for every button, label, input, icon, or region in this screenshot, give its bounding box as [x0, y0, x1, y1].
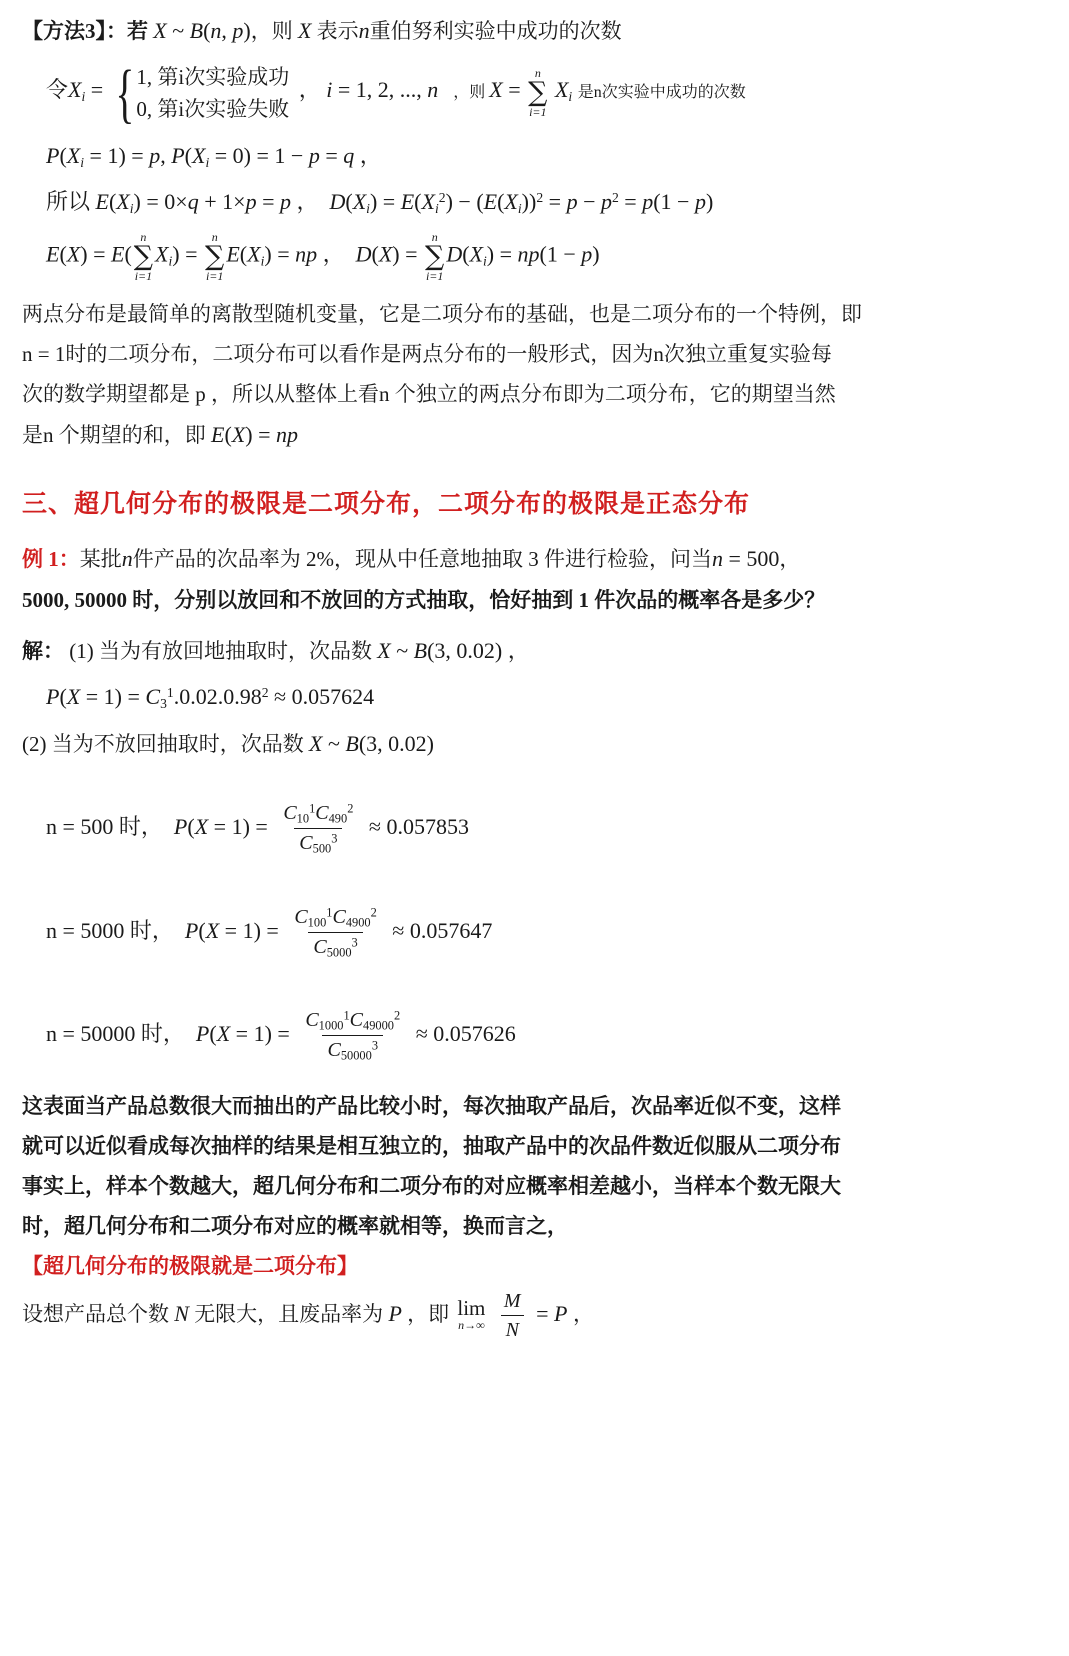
solution-2-text: (2) 当为不放回抽取时，次品数 — [22, 732, 304, 757]
method-intro-pre: ：若 — [106, 19, 148, 43]
cases-rows — [136, 62, 289, 125]
solution-2-dist: X ~ B(3, 0.02) — [309, 731, 434, 757]
conclusion-line-4: 时，超几何分布和二项分布对应的概率就相等，换而言之， — [22, 1214, 568, 1239]
binomial-coefficient-1: $C_3^1$ — [145, 683, 174, 711]
cases-index: ， i = 1, 2, ..., n — [293, 77, 439, 103]
solution-1-dist: X ~ B(3, 0.02) ， — [377, 637, 530, 663]
method-intro-tail: 重伯努利实验中成功的次数 — [369, 19, 622, 43]
note-line-1: 两点分布是最简单的离散型随机变量，它是二项分布的基础，也是二项分布的一个特例，即 — [22, 301, 862, 326]
solution-label: 解： — [22, 638, 64, 663]
conclusion-line-3: 事实上，样本个数越大，超几何分布和二项分布的对应概率相差越小，当样本个数无限大 — [22, 1174, 841, 1199]
example-label: 例 1： — [22, 546, 80, 571]
note-line-3: 次的数学期望都是 p ，所以从整体上看n 个独立的两点分布即为二项分布，它的期望当然 — [22, 381, 836, 406]
red-conclusion: 【超几何分布的极限就是二项分布】 — [22, 1254, 358, 1279]
case-n-5000: n = 5000 时， P(X = 1) = $\frac{C_{100}^1C_{4900}^2}{C_{5000}^3}$ ≈ 0.057647 — [46, 905, 493, 960]
case-50000-label: n = 50000 时， — [46, 1021, 185, 1047]
note-line-4 — [22, 416, 1047, 454]
method-formula-1: X ~ B(n, p) — [153, 18, 251, 43]
solution-line-2 — [22, 725, 1047, 763]
method-heading — [22, 14, 1047, 48]
method-intro-mid: ，则 — [250, 19, 293, 43]
cases-brace-group — [109, 56, 290, 130]
cases-tail: 是n次实验中成功的次数 — [577, 84, 746, 102]
case-5000-label: n = 5000 时， — [46, 917, 174, 943]
value-p-50000: 0.057626 — [433, 1021, 516, 1047]
example-var-n: n — [121, 545, 133, 571]
final-line — [22, 1289, 1047, 1343]
fraction-500 — [278, 801, 358, 857]
expectation-variance-line: 所以 $E(X_i) = 0\times q + 1\times p = p$ ， $D(X_i) = E(X_i^2) - (E(X_i))^2 = p - p^2 = p(1 - p)$ — [46, 188, 714, 216]
method-var-n: n — [358, 18, 370, 43]
fraction-M-N — [499, 1289, 526, 1343]
conclusion-line-1: 这表面当产品总数很大而抽出的产品比较小时，每次抽取产品后，次品率近似不变，这样 — [22, 1093, 841, 1118]
fraction-M-N-denominator: N — [501, 1315, 524, 1343]
total-expectation-line: E(X) = E( n ∑ i=1 $X_i$) = n ∑ i=1 $E(X_i)$ = np ， D(X) = n ∑ i=1 $D(X_i) = np(1 - p)$ — [46, 229, 600, 283]
note-line-4-formula: E(X) = np — [211, 422, 298, 448]
example-text-c: ， — [779, 546, 801, 571]
page-title: 三、超几何分布的极限是二项分布，二项分布的极限是正态分布 — [22, 489, 751, 518]
final-line-tail: ， — [572, 1301, 594, 1326]
case-n-500: n = 500 时， P(X = 1) = $\frac{C_{10}^1C_{490}^2}{C_{500}^3}$ ≈ 0.057853 — [46, 801, 469, 856]
case-n-50000: n = 50000 时， P(X = 1) = $\frac{C_{1000}^1C_{49000}^2}{C_{50000}^3}$ ≈ 0.057626 — [46, 1008, 516, 1063]
example-line-1 — [22, 540, 1047, 578]
cases-then: ，则 — [453, 84, 486, 102]
cases-row-1: 1, 第i次实验成功 — [136, 65, 290, 90]
fraction-50000 — [300, 1008, 405, 1064]
cases-row-2: 0, 第i次实验失败 — [136, 96, 290, 121]
cases-block — [22, 56, 1047, 130]
probability-line: $P(X_i = 1) = p$, $P(X_i = 0) = 1 - p = q$ ， — [46, 143, 382, 170]
conclusion-line-2: 就可以近似看成每次抽样的结果是相互独立的，抽取产品中的次品件数近似服从二项分布 — [22, 1134, 841, 1159]
fraction-5000-numerator: $C_{100}^1C_{4900}^2$ — [294, 905, 377, 930]
summation-symbol-3: n ∑ i=1 — [205, 229, 225, 283]
value-p-5000: 0.057647 — [409, 917, 493, 943]
final-line-mid: 无限大，且废品率为 — [194, 1301, 384, 1326]
summation-symbol-2: n ∑ i=1 — [133, 229, 154, 283]
limit-operator: lim n→∞ — [457, 1296, 486, 1333]
fraction-50000-numerator: $C_{1000}^1C_{49000}^2$ — [305, 1008, 401, 1033]
value-p-success: 0.057624 — [291, 683, 375, 709]
fraction-500-denominator: $C_{500}^3$ — [294, 828, 342, 857]
final-var-N: N — [174, 1300, 189, 1326]
fraction-5000-denominator: $C_{5000}^3$ — [308, 932, 362, 961]
method-label: 【方法3】 — [22, 19, 106, 43]
note-line-2: n = 1时的二项分布，二项分布可以看作是两点分布的一般形式，因为n次独立重复实验每 — [22, 341, 832, 366]
summation-symbol-4: n ∑ i=1 — [425, 229, 445, 283]
fraction-M-N-numerator: M — [503, 1289, 521, 1312]
case-500-label: n = 500 时， — [46, 814, 163, 840]
method-intro-post: 表示 — [316, 19, 359, 43]
method-var-x: X — [297, 18, 312, 43]
fraction-50000-denominator: $C_{50000}^3$ — [322, 1035, 383, 1064]
solution-1-formula: $P(X = 1) = C_3^1.0.02.0.98^2 \approx 0.057624$ — [46, 683, 375, 711]
cases-sum-expression: X = n ∑ i=1 $X_i$ — [489, 65, 573, 119]
example-text-a: 某批 — [79, 546, 122, 571]
cases-let: 令 — [46, 77, 69, 103]
example-line-2: 5000, 50000 时，分别以放回和不放回的方式抽取，恰好抽到 1 件次品的概率各是多少？ — [22, 587, 826, 612]
note-line-4-text: 是n 个期望的和，即 — [22, 423, 206, 448]
fraction-5000 — [289, 905, 381, 961]
cases-prefix: 令$X_i$ = — [46, 77, 104, 105]
summation-symbol: n ∑ i=1 — [528, 65, 548, 119]
solution-1-text: (1) 当为有放回地抽取时，次品数 — [69, 638, 372, 663]
solution-line-1 — [22, 632, 1047, 670]
fraction-500-numerator: $C_{10}^1C_{490}^2$ — [283, 801, 354, 826]
suoyi-label: 所以 — [46, 188, 91, 214]
final-var-P: P — [388, 1300, 402, 1326]
final-line-post: ，即 — [407, 1301, 450, 1326]
left-brace: { — [115, 56, 135, 130]
example-n-eq: n = 500 — [712, 545, 780, 571]
example-text-b: 件产品的次品率为 2%，现从中任意地抽取 3 件进行检验，问当 — [132, 546, 712, 571]
final-limit-formula: lim n→∞ $\frac{M}{N}$ = P — [457, 1289, 568, 1341]
final-line-pre: 设想产品总个数 — [22, 1301, 169, 1326]
value-p-500: 0.057853 — [386, 814, 469, 840]
